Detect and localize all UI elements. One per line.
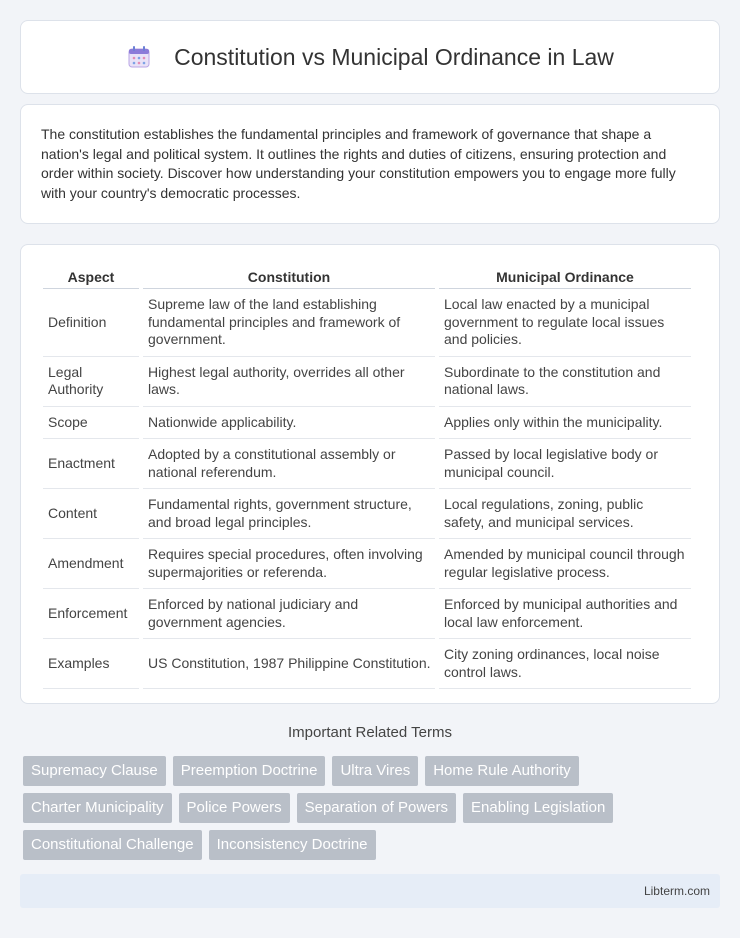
row-municipal: Local law enacted by a municipal government to regulate local issues and policies. (439, 289, 691, 357)
term-tag[interactable]: Supremacy Clause (23, 756, 166, 786)
header-constitution: Constitution (143, 265, 435, 289)
page-title: Constitution vs Municipal Ordinance in Law (174, 43, 614, 70)
term-tag[interactable]: Ultra Vires (332, 756, 418, 786)
row-aspect: Content (43, 489, 139, 539)
row-constitution: Nationwide applicability. (143, 407, 435, 440)
table-row (43, 589, 691, 639)
table-row (43, 289, 691, 357)
row-municipal: Applies only within the municipality. (439, 407, 691, 440)
related-terms-title: Important Related Terms (288, 724, 452, 741)
row-municipal: Enforced by municipal authorities and local law enforcement. (439, 589, 691, 639)
table-header-row (43, 265, 691, 289)
row-constitution: US Constitution, 1987 Philippine Constitution. (143, 639, 435, 689)
row-municipal: Subordinate to the constitution and national laws. (439, 357, 691, 407)
comparison-table-card (20, 244, 720, 704)
intro-card (20, 104, 720, 224)
comparison-table (39, 265, 695, 689)
row-aspect: Scope (43, 407, 139, 440)
footer (20, 874, 720, 908)
intro-text: The constitution establishes the fundamental principles and framework of governance that shape a nation's legal and political system. It outlines the rights and duties of citizens, ensuring protection and order within society. Discover how understanding your constitution empowers you to engage more fully with your country's democratic processes. (41, 126, 676, 201)
header-card (20, 20, 720, 94)
row-constitution: Adopted by a constitutional assembly or national referendum. (143, 439, 435, 489)
table-row (43, 439, 691, 489)
row-constitution: Enforced by national judiciary and government agencies. (143, 589, 435, 639)
calendar-icon (126, 44, 152, 70)
term-tag[interactable]: Police Powers (179, 793, 290, 823)
table-row (43, 357, 691, 407)
table-row (43, 407, 691, 440)
row-aspect: Amendment (43, 539, 139, 589)
row-aspect: Definition (43, 289, 139, 357)
related-terms-list (23, 756, 723, 867)
row-aspect: Enforcement (43, 589, 139, 639)
row-constitution: Requires special procedures, often involving supermajorities or referenda. (143, 539, 435, 589)
term-tag[interactable]: Enabling Legislation (463, 793, 613, 823)
row-municipal: Local regulations, zoning, public safety, and municipal services. (439, 489, 691, 539)
table-row (43, 489, 691, 539)
table-row (43, 639, 691, 689)
term-tag[interactable]: Preemption Doctrine (173, 756, 326, 786)
table-row (43, 539, 691, 589)
term-tag[interactable]: Home Rule Authority (425, 756, 579, 786)
term-tag[interactable]: Inconsistency Doctrine (209, 830, 376, 860)
header-municipal-ordinance: Municipal Ordinance (439, 265, 691, 289)
row-constitution: Fundamental rights, government structure, and broad legal principles. (143, 489, 435, 539)
header-aspect: Aspect (43, 265, 139, 289)
term-tag[interactable]: Constitutional Challenge (23, 830, 202, 860)
row-constitution: Highest legal authority, overrides all other laws. (143, 357, 435, 407)
row-municipal: Passed by local legislative body or municipal council. (439, 439, 691, 489)
term-tag[interactable]: Charter Municipality (23, 793, 172, 823)
row-municipal: City zoning ordinances, local noise control laws. (439, 639, 691, 689)
row-aspect: Enactment (43, 439, 139, 489)
row-aspect: Legal Authority (43, 357, 139, 407)
row-aspect: Examples (43, 639, 139, 689)
term-tag[interactable]: Separation of Powers (297, 793, 456, 823)
row-municipal: Amended by municipal council through regular legislative process. (439, 539, 691, 589)
row-constitution: Supreme law of the land establishing fundamental principles and framework of government. (143, 289, 435, 357)
footer-brand-link[interactable]: Libterm.com (643, 884, 710, 898)
